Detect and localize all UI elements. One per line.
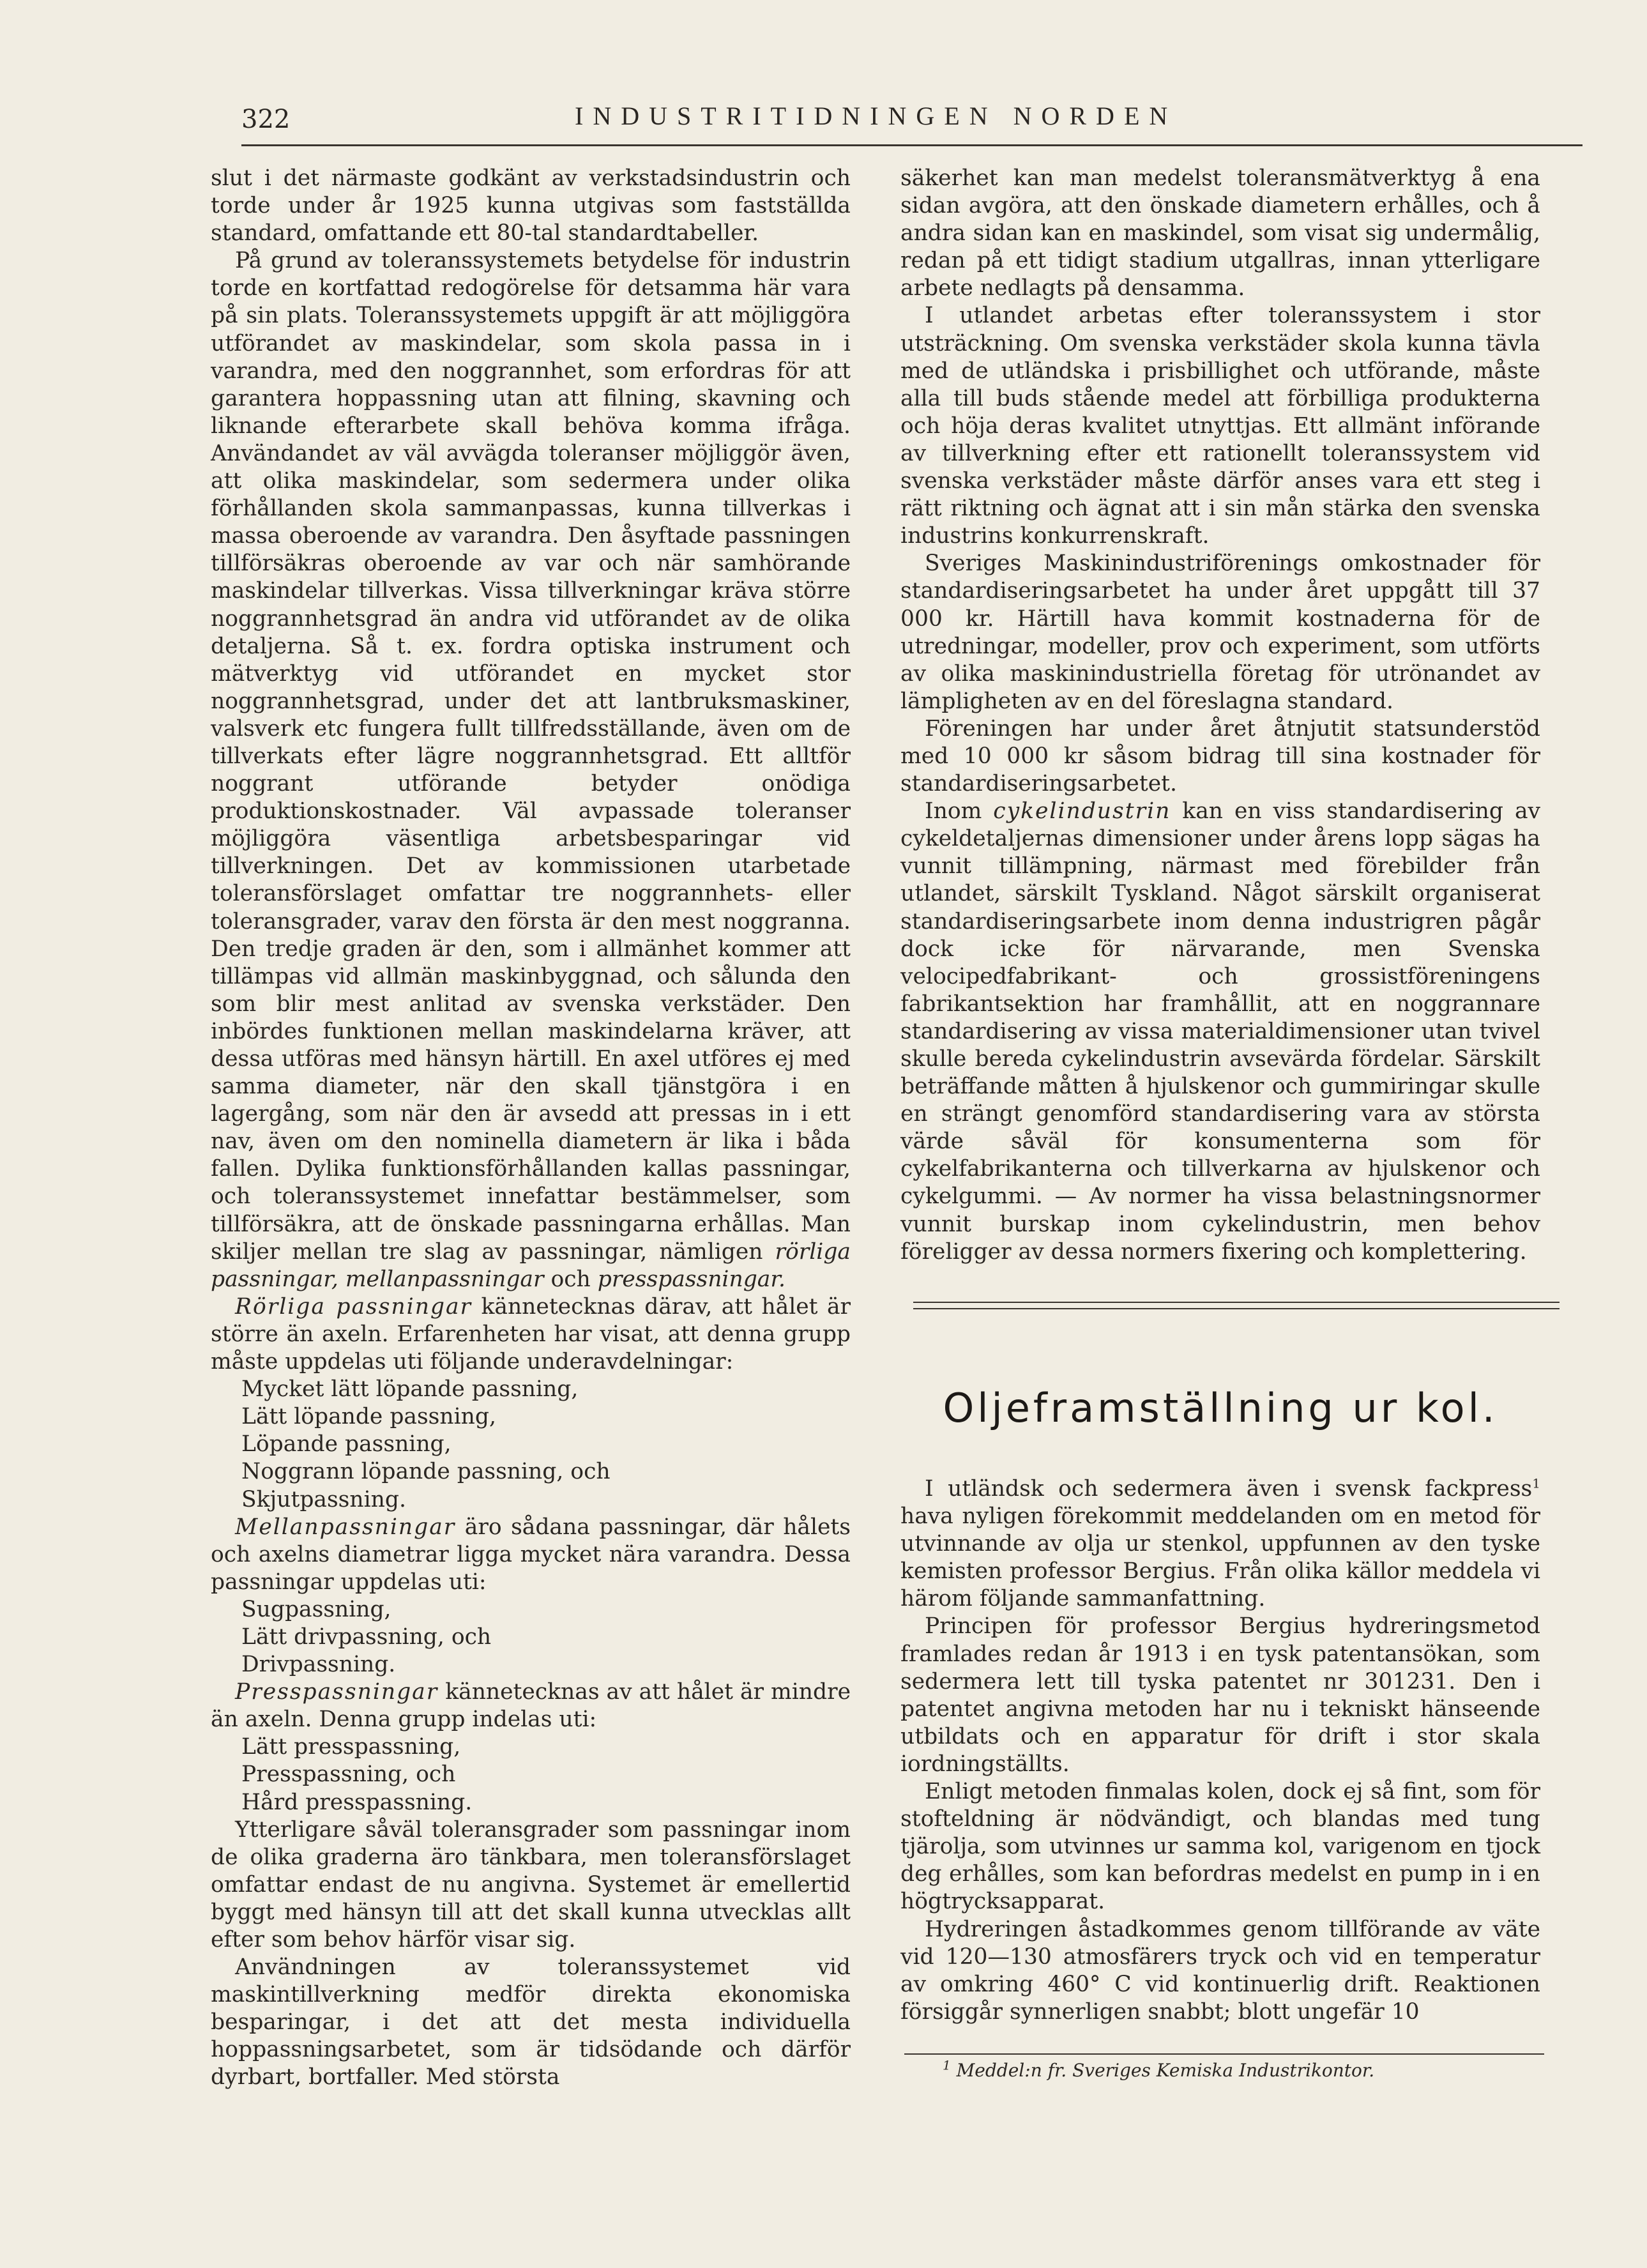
footnote — [943, 2059, 1543, 2082]
paragraph: I utländsk och sedermera även i svensk fackpress$^1$ hava nyligen förekommit meddelanden om en metod för utvinnande av olja ur stenkol, uppfunnen av den tyske kemisten professor Bergius. Från olika källor meddela vi härom följande sammanfattning. — [900, 1475, 1540, 1612]
header-rule — [241, 144, 1582, 146]
paragraph: Mellanpassningar äro sådana passningar, där hålets och axelns diametrar ligga mycket nära varandra. Dessa passningar uppdelas uti: — [211, 1514, 851, 1595]
paragraph: Sveriges Maskinindustriförenings omkostnader för standardiseringsarbetet ha under året uppgått till 37 000 kr. Härtill hava kommit kostnaderna för de utredningar, modeller, prov och experiment, som utförts av olika maskinindustriella företag för utrönandet av lämpligheten av en del föreslagna standard. — [900, 551, 1540, 714]
list-item: Lätt drivpassning, och — [241, 1624, 492, 1650]
list-item: Mycket lätt löpande passning, — [241, 1376, 579, 1403]
paragraph: På grund av toleranssystemets betydelse för industrin torde en kortfattad redogörelse för detsamma här vara på sin plats. Toleranssystemets uppgift är att möjliggöra utförandet av maskindelar, som skola passa in i varandra, med den noggrannhet, som erfordras för att garantera hoppassning utan att filning, skavning och liknande efterarbete skall behöva komma ifråga. Användandet av väl avvägda toleranser möjliggör även, att olika maskindelar, som sedermera under olika förhållanden skola sammanpassas, kunna tillverkas i massa oberoende av varandra. Den åsyftade passningen tillförsäkras oberoende av var och när samhörande maskindelar tillverkas. Vissa tillverkningar kräva större noggrannhetsgrad än andra vid utförandet av de olika detaljerna. Så t. ex. fordra optiska instrument och mätverktyg vid utförandet en mycket stor noggrannhetsgrad, under det att lantbruksmaskiner, valsverk etc fungera fullt tillfredsställande, även om de tillverkats efter lägre noggrannhetsgrad. Ett alltför noggrant utförande betyder onödiga produktionskostnader. Väl avpassade toleranser möjliggöra väsentliga arbetsbesparingar vid tillverkningen. Det av kommissionen utarbetade toleransförslaget omfattar tre noggrannhets- eller toleransgrader, varav den första är den mest noggranna. Den tredje graden är den, som i allmänhet kommer att tillämpas vid allmän maskinbyggnad, och sålunda den som blir mest anlitad av svenska verkstäder. Den inbördes funktionen mellan maskindelarna kräver, att dessa utföras med hänsyn härtill. En axel utföres ej med samma diameter, när den skall tjänstgöra i en lagergång, som när den är avsedd att pressas in i ett nav, även om den nominella diametern är lika i båda fallen. Dylika funktionsförhållanden kallas passningar, och toleranssystemet innefattar bestämmelser, som tillförsäkra, att de önskade passningarna erhållas. Man skiljer mellan tre slag av passningar, nämligen rörliga passningar, mellanpassningar och presspassningar. — [211, 248, 851, 1292]
paragraph: I utlandet arbetas efter toleranssystem i stor utsträckning. Om svenska verkstäder skola kunna tävla med de utländska i prisbillighet och utförande, måste alla till buds stående medel att förbilliga produkterna och höja deras kvalitet utnyttjas. Ett allmänt införande av tillverkning efter ett rationellt toleranssystem vid svenska verkstäder måste därför anses vara ett steg i rätt riktning och ägnat att i sin mån stärka den svenska industrins konkurrenskraft. — [900, 303, 1540, 549]
list-item: Sugpassning, — [241, 1596, 391, 1622]
article-body — [900, 1475, 1540, 2026]
list-item: Hård presspassning. — [241, 1789, 473, 1815]
page-header — [241, 96, 1582, 147]
list-item: Presspassning, och — [241, 1762, 456, 1788]
article-title: Oljeframställning ur kol. — [943, 1385, 1498, 1431]
article-end-rule — [913, 1302, 1560, 1309]
paragraph: Användningen av toleranssystemet vid maskintillverkning medför direkta ekonomiska besparingar, i det att det mesta individuella hoppassningsarbetet, som är tidsödande och därför dyrbart, bortfaller. Med största — [211, 1954, 851, 2090]
paragraph: Inom cykelindustrin kan en viss standardisering av cykeldetaljernas dimensioner under årens lopp sägas ha vunnit tillämpning, närmast med förebilder från utlandet, särskilt Tyskland. Något särskilt organiserat standardiseringsarbete inom denna industrigren pågår dock icke för närvarande, men Svenska velocipedfabrikant- och grossistföreningens fabrikantsektion har framhållit, att en noggrannare standardisering av vissa materialdimensioner utan tvivel skulle bereda cykelindustrin avsevärda fördelar. Särskilt beträffande måtten å hjulskenor och gummiringar skulle en strängt genomförd standardisering vara av största värde såväl för konsumenterna som för cykelfabrikanterna och tillverkarna av hjulskenor och cykelgummi. — Av normer ha vissa belastningsnormer vunnit burskap inom cykelindustrin, men behov föreligger av dessa normers fixering och komplettering. — [900, 798, 1540, 1265]
list-item: Skjutpassning. — [241, 1486, 406, 1512]
left-column — [211, 165, 851, 2092]
list-item: Drivpassning. — [241, 1652, 396, 1678]
footnote-rule — [904, 2053, 1544, 2055]
paragraph: säkerhet kan man medelst toleransmätverktyg å ena sidan avgöra, att den önskade diametern erhålles, och å andra sidan kan en maskindel, som visat sig undermålig, redan på ett tidigt stadium utgallras, innan ytterligare arbete nedlagts på densamma. — [900, 165, 1540, 301]
list-item: Lätt löpande passning, — [241, 1404, 496, 1430]
paragraph: Ytterligare såväl toleransgrader som passningar inom de olika graderna äro tänkbara, men toleransförslaget omfattar endast de nu angivna. Systemet är emellertid byggt med hänsyn till att det skall kunna utvecklas allt efter som behov härför visar sig. — [211, 1816, 851, 1952]
paragraph: slut i det närmaste godkänt av verkstadsindustrin och torde under år 1925 kunna utgivas som fastställda standard, omfattande ett 80-tal standardtabeller. — [211, 165, 851, 247]
footnote-text: Meddel:n fr. Sveriges Kemiska Industrikontor. — [956, 2060, 1375, 2081]
right-column — [900, 165, 1540, 1266]
footnote-marker: 1 — [943, 2057, 951, 2073]
paragraph: Enligt metoden finmalas kolen, dock ej så fint, som för stofteldning är nödvändigt, och blandas med tung tjärolja, som utvinnes ur samma kol, varigenom en tjock deg erhålles, som kan befordras medelst en pump in i en högtrycksapparat. — [900, 1779, 1540, 1915]
paragraph: Hydreringen åstadkommes genom tillförande av väte vid 120—130 atmosfärers tryck och vid en temperatur av omkring 460° C vid kontinuerlig drift. Reaktionen försiggår synnerligen snabbt; blott ungefär 10 — [900, 1916, 1540, 2025]
list-item: Noggrann löpande passning, och — [241, 1459, 611, 1485]
paragraph: Presspassningar kännetecknas av att hålet är mindre än axeln. Denna grupp indelas uti: — [211, 1679, 851, 1733]
list-item: Löpande passning, — [241, 1431, 452, 1457]
page-number: 322 — [241, 105, 291, 134]
paragraph: Föreningen har under året åtnjutit statsunderstöd med 10 000 kr såsom bidrag till sina kostnader för standardiseringsarbetet. — [900, 715, 1540, 797]
running-title: INDUSTRITIDNINGEN NORDEN — [575, 102, 1178, 130]
paragraph: Rörliga passningar kännetecknas därav, att hålet är större än axeln. Erfarenheten har visat, att denna grupp måste uppdelas uti följande underavdelningar: — [211, 1293, 851, 1375]
footnote-reference: 1 — [1532, 1475, 1540, 1491]
paragraph: Principen för professor Bergius hydreringsmetod framlades redan år 1913 i en tysk patentansökan, som sedermera lett till tyska patentet nr 301231. Den i patentet angivna metoden har nu i tekniskt hänseende utbildats och en apparatur för drift i stor skala iordningställts. — [900, 1613, 1540, 1777]
list-item: Lätt presspassning, — [241, 1734, 461, 1760]
